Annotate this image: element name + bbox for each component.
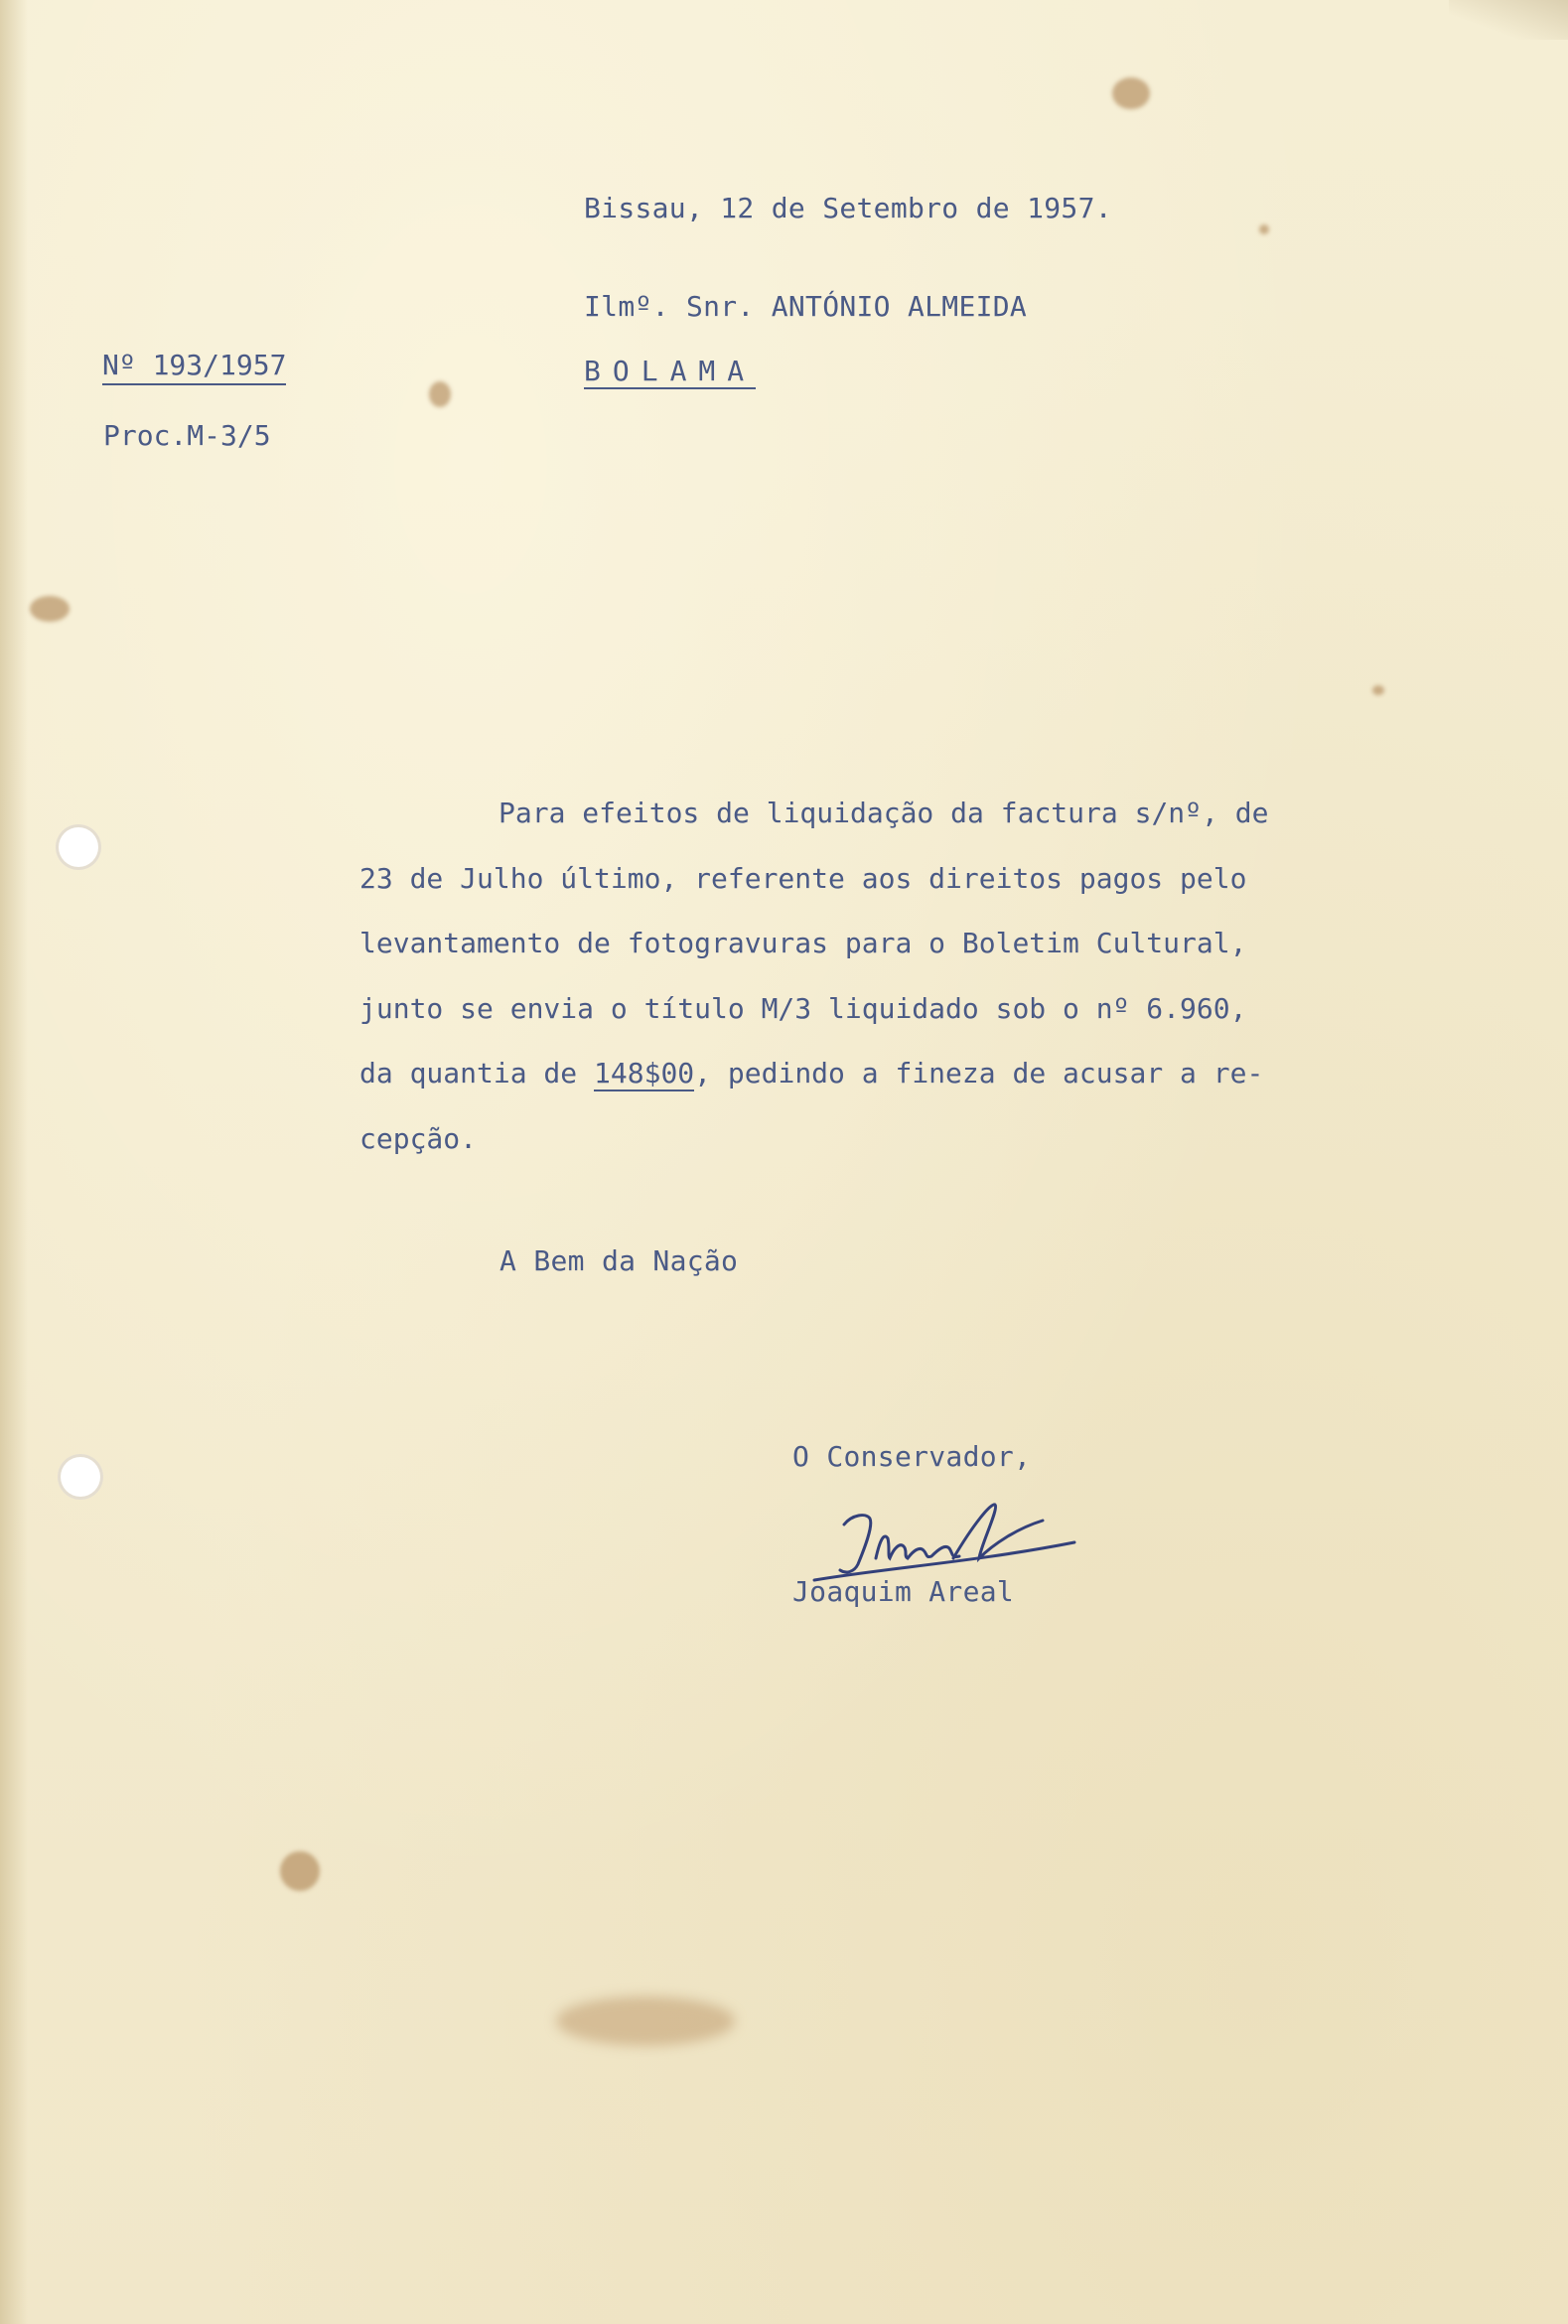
punch-hole-bottom [58, 1454, 103, 1500]
letter-date: Bissau, 12 de Setembro de 1957. [584, 192, 1112, 224]
body-text-segment: da quantia de [359, 1057, 595, 1089]
stain-spot [1112, 77, 1150, 109]
stain-spot [1259, 224, 1269, 234]
body-line [359, 1041, 1432, 1106]
body-text-segment: , pedindo a fineza de acusar a re- [694, 1057, 1264, 1089]
paper-corner-shadow [1449, 0, 1568, 40]
addressee: Ilmº. Snr. ANTÓNIO ALMEIDA [584, 290, 1028, 323]
body-line: 23 de Julho último, referente aos direitos pagos pelo [359, 861, 1247, 895]
stain-spot [280, 1851, 320, 1891]
body-line: junto se envia o título M/3 liquidado sob o nº 6.960, [359, 991, 1247, 1025]
process-number: Proc.M-3/5 [103, 419, 271, 452]
signatory-name: Joaquim Areal [792, 1575, 1015, 1608]
payment-amount: 148$00 [594, 1057, 695, 1089]
signature-role: O Conservador, [792, 1440, 1032, 1473]
stain-spot [429, 381, 451, 407]
body-line: cepção. [359, 1121, 478, 1155]
stain-smear [556, 1996, 735, 2046]
body-line: Para efeitos de liquidação da factura s/nº, de [499, 797, 1269, 829]
addressee-place: BOLAMA [584, 355, 757, 387]
body-line: levantamento de fotogravuras para o Boletim Cultural, [359, 927, 1247, 959]
stain-spot [1372, 685, 1384, 695]
stain-spot [30, 596, 70, 622]
punch-hole-top [56, 824, 101, 870]
reference-number: Nº 193/1957 [102, 349, 286, 385]
letter-body [359, 781, 1432, 1171]
closing-salutation: A Bem da Nação [499, 1244, 739, 1277]
paper-edge-shadow [0, 0, 28, 2324]
